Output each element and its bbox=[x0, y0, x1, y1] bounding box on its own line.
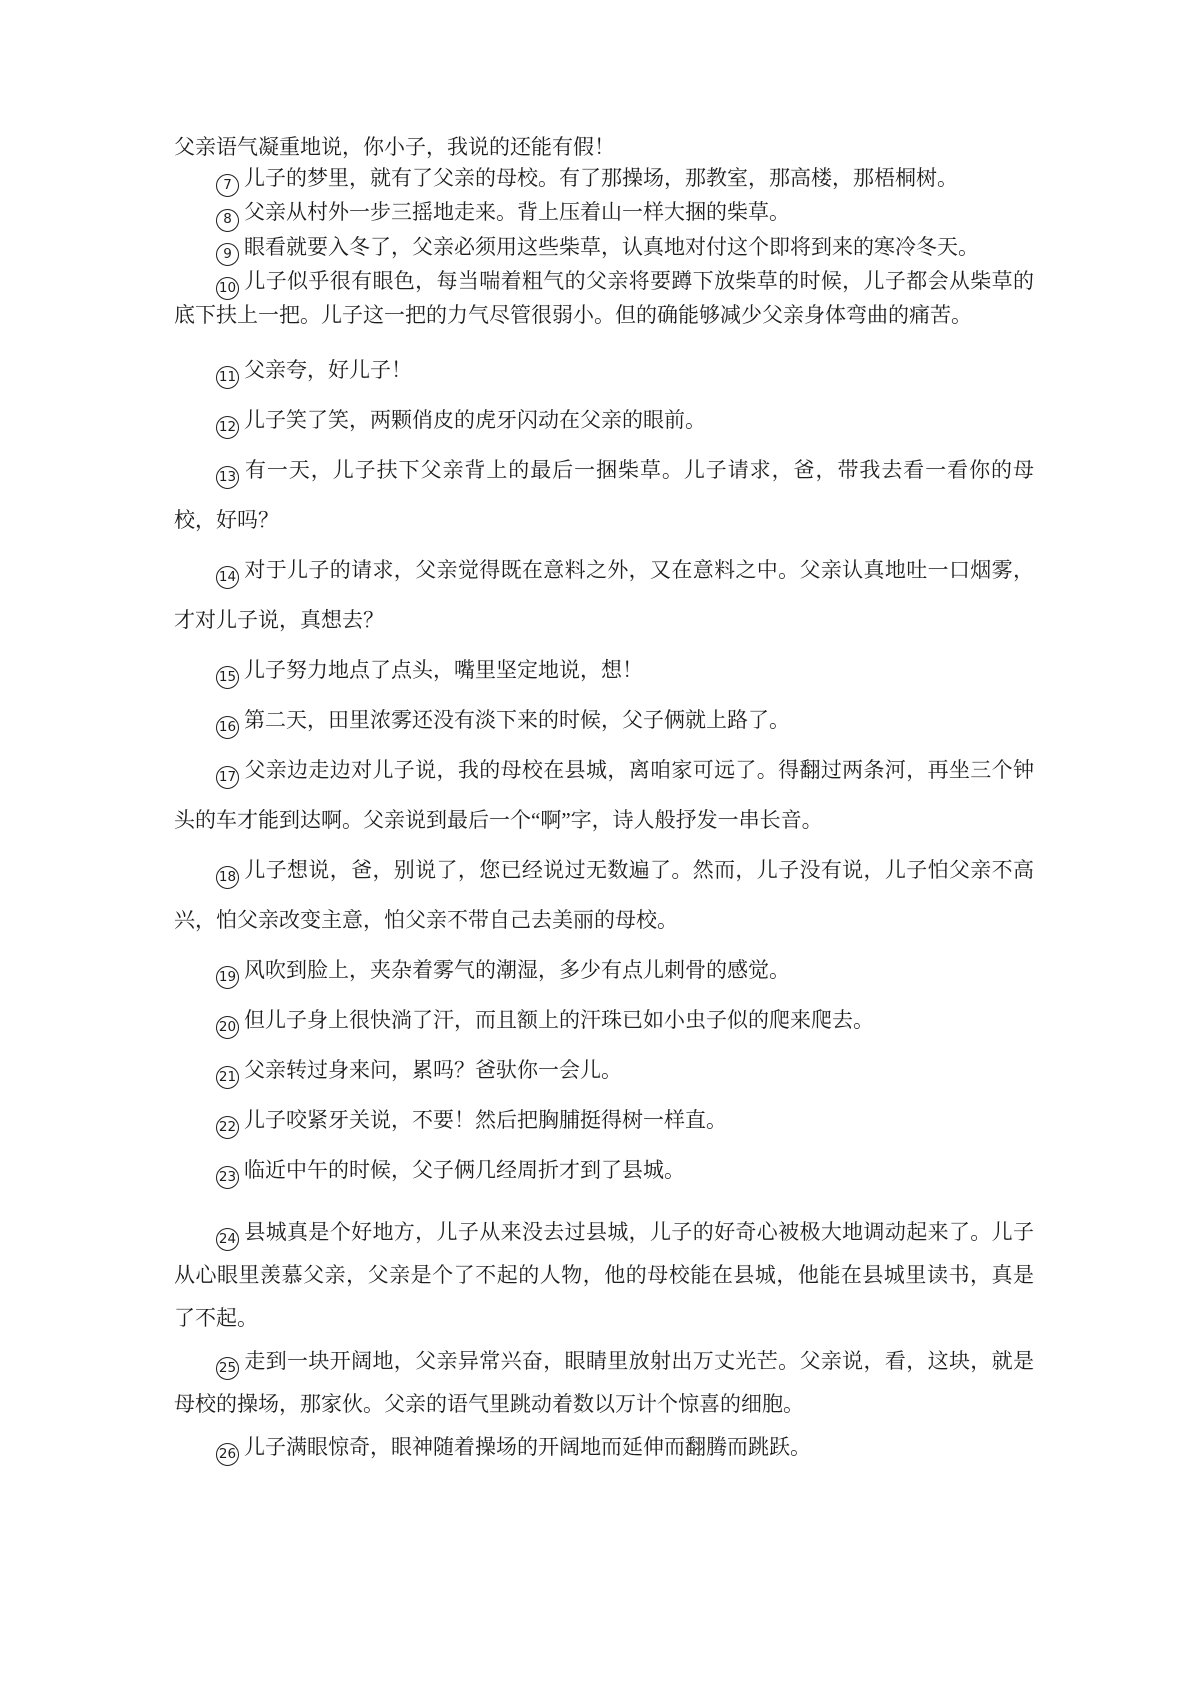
paragraph bbox=[174, 1045, 1034, 1095]
paragraph-number-badge: 11 bbox=[216, 366, 239, 389]
paragraph-number-badge: 14 bbox=[216, 566, 239, 589]
paragraph-text: 第二天，田里浓雾还没有淡下来的时候，父子俩就上路了。 bbox=[244, 708, 790, 732]
paragraph-text: 风吹到脸上，夹杂着雾气的潮湿，多少有点儿刺骨的感觉。 bbox=[244, 958, 790, 982]
paragraph-number-badge: 13 bbox=[216, 466, 239, 489]
paragraph-text: 走到一块开阔地，父亲异常兴奋，眼睛里放射出万丈光芒。父亲说，看，这块，就是母校的操场，那家伙。父亲的语气里跳动着数以万计个惊喜的细胞。 bbox=[174, 1349, 1034, 1416]
paragraph-number-badge: 25 bbox=[216, 1357, 239, 1380]
paragraph bbox=[174, 266, 1034, 331]
paragraph-number-badge: 7 bbox=[216, 174, 239, 197]
paragraph-number-badge: 19 bbox=[216, 966, 239, 989]
paragraph-text: 父亲边走边对儿子说，我的母校在县城，离咱家可远了。得翻过两条河，再坐三个钟头的车才能到达啊。父亲说到最后一个“啊”字，诗人般抒发一串长音。 bbox=[174, 758, 1034, 832]
paragraph-text: 父亲转过身来问，累吗？爸驮你一会儿。 bbox=[244, 1058, 622, 1082]
paragraph bbox=[174, 845, 1034, 945]
paragraph-text: 有一天，儿子扶下父亲背上的最后一捆柴草。儿子请求，爸，带我去看一看你的母校，好吗？ bbox=[174, 458, 1034, 532]
paragraph bbox=[174, 745, 1034, 845]
paragraph-number-badge: 15 bbox=[216, 666, 239, 689]
paragraph bbox=[174, 995, 1034, 1045]
paragraph bbox=[174, 163, 1034, 197]
paragraph-text: 儿子咬紧牙关说，不要！然后把胸脯挺得树一样直。 bbox=[244, 1108, 727, 1132]
paragraph-continuation: 父亲语气凝重地说，你小子，我说的还能有假！ bbox=[174, 135, 615, 159]
paragraph-number-badge: 17 bbox=[216, 766, 239, 789]
paragraph bbox=[174, 197, 1034, 231]
paragraph-text: 儿子似乎很有眼色，每当喘着粗气的父亲将要蹲下放柴草的时候，儿子都会从柴草的底下扶上一把。儿子这一把的力气尽管很弱小。但的确能够减少父亲身体弯曲的痛苦。 bbox=[174, 268, 1034, 327]
paragraph bbox=[174, 1211, 1034, 1340]
paragraph-number-badge: 16 bbox=[216, 716, 239, 739]
paragraph bbox=[174, 945, 1034, 995]
paragraph-text: 父亲从村外一步三摇地走来。背上压着山一样大捆的柴草。 bbox=[244, 200, 790, 225]
paragraph-number-badge: 24 bbox=[216, 1228, 239, 1251]
paragraph-list bbox=[174, 163, 1034, 1469]
paragraph-text: 儿子满眼惊奇，眼神随着操场的开阔地而延伸而翻腾而跳跃。 bbox=[244, 1435, 811, 1459]
paragraph bbox=[174, 395, 1034, 445]
paragraph bbox=[174, 545, 1034, 645]
paragraph-number-badge: 9 bbox=[216, 243, 239, 266]
paragraph-number-badge: 12 bbox=[216, 416, 239, 439]
paragraph-number-badge: 20 bbox=[216, 1016, 239, 1039]
paragraph-text: 儿子努力地点了点头，嘴里坚定地说，想！ bbox=[244, 658, 643, 682]
paragraph-number-badge: 10 bbox=[216, 277, 239, 300]
paragraph-text: 对于儿子的请求，父亲觉得既在意料之外，又在意料之中。父亲认真地吐一口烟雾，才对儿子说，真想去？ bbox=[174, 558, 1034, 632]
paragraph-number-badge: 23 bbox=[216, 1166, 239, 1189]
paragraph-text: 父亲夸，好儿子！ bbox=[244, 358, 412, 382]
paragraph-text: 眼看就要入冬了，父亲必须用这些柴草，认真地对付这个即将到来的寒冷冬天。 bbox=[244, 234, 979, 259]
paragraph bbox=[174, 1095, 1034, 1145]
paragraph bbox=[174, 1145, 1034, 1195]
paragraph-number-badge: 21 bbox=[216, 1066, 239, 1089]
paragraph-text: 儿子想说，爸，别说了，您已经说过无数遍了。然而，儿子没有说，儿子怕父亲不高兴，怕父亲改变主意，怕父亲不带自己去美丽的母校。 bbox=[174, 858, 1034, 932]
paragraph-number-badge: 26 bbox=[216, 1443, 239, 1466]
paragraph bbox=[174, 345, 1034, 395]
paragraph-text: 县城真是个好地方，儿子从来没去过县城，儿子的好奇心被极大地调动起来了。儿子从心眼里羡慕父亲，父亲是个了不起的人物，他的母校能在县城，他能在县城里读书，真是了不起。 bbox=[174, 1220, 1034, 1330]
paragraph-number-badge: 18 bbox=[216, 866, 239, 889]
paragraph-text: 儿子的梦里，就有了父亲的母校。有了那操场，那教室，那高楼，那梧桐树。 bbox=[244, 166, 958, 190]
paragraph-text: 但儿子身上很快淌了汗，而且额上的汗珠已如小虫子似的爬来爬去。 bbox=[244, 1008, 874, 1032]
paragraph-text: 临近中午的时候，父子俩几经周折才到了县城。 bbox=[244, 1158, 685, 1182]
paragraph-number-badge: 8 bbox=[216, 209, 239, 232]
paragraph bbox=[174, 232, 1034, 266]
paragraph bbox=[174, 1340, 1034, 1426]
paragraph bbox=[174, 695, 1034, 745]
paragraph-number-badge: 22 bbox=[216, 1116, 239, 1139]
paragraph bbox=[174, 1426, 1034, 1469]
paragraph bbox=[174, 645, 1034, 695]
paragraph bbox=[174, 445, 1034, 545]
paragraph-text: 儿子笑了笑，两颗俏皮的虎牙闪动在父亲的眼前。 bbox=[244, 408, 706, 432]
